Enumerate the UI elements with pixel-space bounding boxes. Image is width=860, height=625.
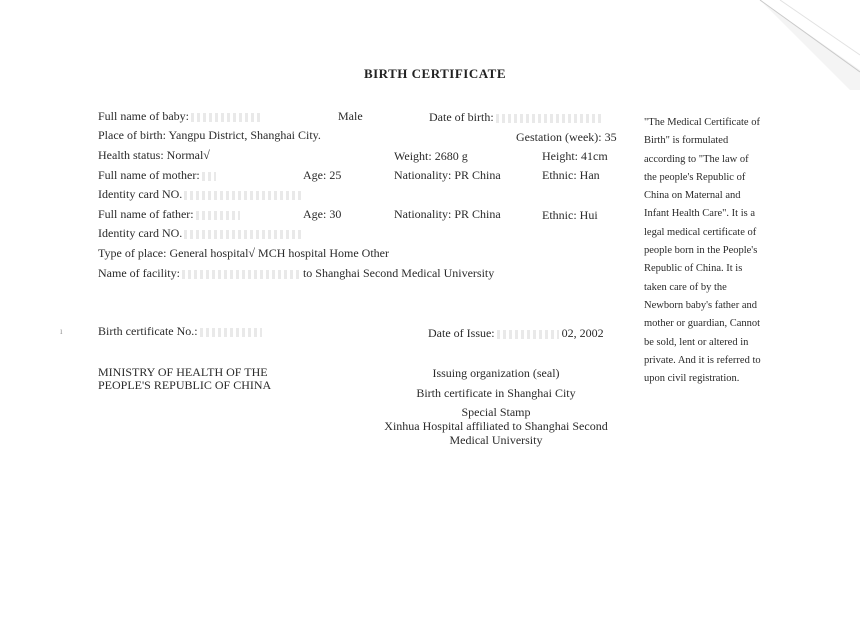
stamp-hospital-line-2: Medical University (449, 433, 543, 447)
legal-notice-line: "The Medical Certificate of (644, 117, 760, 128)
facility-suffix: to Shanghai Second Medical University (302, 266, 495, 280)
mother-age: Age: 25 (303, 168, 342, 182)
weight: Weight: 2680 g (394, 149, 468, 163)
mother-id-field (98, 187, 302, 202)
legal-notice-line: upon civil registration. (644, 373, 740, 385)
father-name-label: Full name of father: (98, 207, 194, 221)
issuing-organization: Issuing organization (seal) (432, 366, 560, 380)
date-of-issue-field (428, 326, 604, 341)
date-of-issue-label: Date of Issue: (428, 326, 495, 340)
legal-notice-line: taken care of by the (644, 281, 727, 293)
redacted-father-name (196, 211, 240, 220)
date-of-issue-suffix: 02, 2002 (561, 326, 604, 340)
redacted-issue-month (497, 330, 559, 339)
ministry-line-2: PEOPLE'S REPUBLIC OF CHINA (98, 378, 272, 392)
redacted-birth-cert-no (200, 328, 262, 337)
redacted-father-id (184, 230, 302, 239)
legal-notice (644, 114, 766, 388)
facility-label: Name of facility: (98, 266, 180, 280)
special-stamp-title: Special Stamp (461, 405, 531, 419)
father-ethnic: Ethnic: Hui (542, 208, 598, 222)
legal-notice-line: Birth" is formulated (644, 135, 729, 147)
legal-notice-line: Republic of China. It is (644, 263, 743, 275)
baby-name-label: Full name of baby: (98, 109, 189, 123)
mother-name-label: Full name of mother: (98, 168, 200, 182)
ministry-line-1: MINISTRY OF HEALTH OF THE (98, 365, 268, 379)
baby-sex: Male (338, 109, 363, 123)
legal-notice-line: the people's Republic of (644, 171, 746, 183)
birth-cert-no-label: Birth certificate No.: (98, 324, 198, 338)
father-nationality: Nationality: PR China (394, 207, 501, 221)
mother-id-label: Identity card NO. (98, 187, 183, 201)
father-id-field (98, 226, 302, 241)
mother-nationality: Nationality: PR China (394, 168, 501, 182)
father-age: Age: 30 (303, 207, 342, 221)
gestation: Gestation (week): 35 (516, 130, 617, 144)
redacted-mother-id (184, 191, 302, 200)
place-of-birth-field (98, 128, 321, 143)
legal-notice-line: legal medical certificate of (644, 226, 757, 238)
mother-name-field (98, 168, 216, 183)
height: Height: 41cm (542, 149, 608, 163)
legal-notice-line: mother or guardian, Cannot (644, 318, 761, 330)
mother-ethnic: Ethnic: Han (542, 168, 600, 182)
legal-notice-line: be sold, lent or altered in (644, 336, 749, 348)
legal-notice-line: China on Maternal and (644, 190, 741, 202)
father-name-field (98, 207, 240, 222)
date-of-birth-field (429, 110, 604, 125)
father-id-label: Identity card NO. (98, 226, 183, 240)
dob-label: Date of birth: (429, 110, 494, 124)
legal-notice-line: Infant Health Care". It is a (644, 208, 755, 220)
health-status: Health status: Normal√ (98, 148, 210, 162)
legal-notice-line: Newborn baby's father and (644, 299, 757, 311)
margin-mark: ı (60, 326, 63, 336)
place-of-birth-label: Place of birth: (98, 128, 166, 142)
type-of-place: Type of place: General hospital√ MCH hospital Home Other (98, 246, 390, 260)
special-stamp-block (380, 405, 612, 447)
stamp-hospital-line-1: Xinhua Hospital affiliated to Shanghai Second (384, 419, 608, 433)
redacted-baby-name (191, 113, 261, 122)
legal-notice-line: private. And it is referred to (644, 354, 761, 366)
legal-notice-line: people born in the People's (644, 245, 758, 257)
document-title: BIRTH CERTIFICATE (363, 66, 507, 81)
redacted-date-of-birth (496, 114, 604, 123)
birth-cert-no-field (98, 324, 262, 339)
place-of-birth-value: Yangpu District, Shanghai City. (168, 128, 321, 142)
baby-name-field (98, 109, 261, 124)
facility-field (98, 266, 494, 281)
redacted-mother-name (202, 172, 216, 181)
legal-notice-line: according to "The law of (644, 153, 749, 165)
redacted-facility-name (182, 270, 300, 279)
issuer-city: Birth certificate in Shanghai City (416, 386, 576, 400)
ministry-block (98, 366, 271, 392)
